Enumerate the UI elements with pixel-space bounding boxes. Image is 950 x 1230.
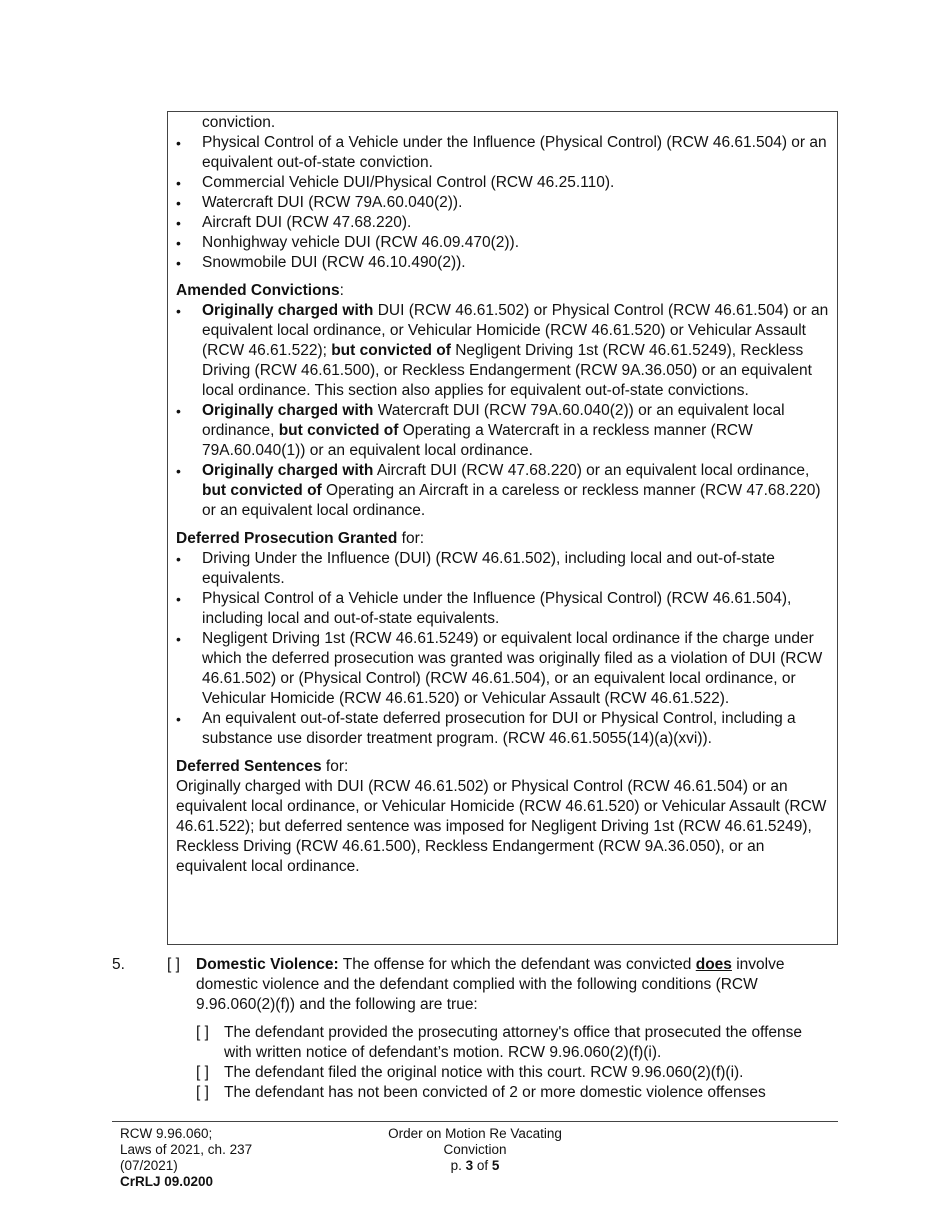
criteria-box <box>167 111 838 945</box>
list-item: • Watercraft DUI (RCW 79A.60.040(2)). <box>176 193 829 213</box>
deferred-prosecution-heading: Deferred Prosecution Granted for: <box>176 530 425 547</box>
domestic-violence-checkbox[interactable]: [ ] <box>167 956 180 973</box>
footer-left <box>120 1126 252 1190</box>
list-item: • Driving Under the Influence (DUI) (RCW 46.61.502), including local and out-of-state equivalents. <box>176 549 829 589</box>
list-item: • Snowmobile DUI (RCW 46.10.490(2)). <box>176 253 829 273</box>
condition-checkbox[interactable]: [ ] <box>196 1024 209 1041</box>
domestic-violence-conditions <box>196 1023 832 1103</box>
footer-title-line2: Conviction <box>443 1142 507 1157</box>
list-item: • Nonhighway vehicle DUI (RCW 46.09.470(2)). <box>176 233 829 253</box>
footer-form-code: CrRLJ 09.0200 <box>120 1174 214 1189</box>
condition-item: [ ] The defendant provided the prosecuting attorney's office that prosecuted the offense with written notice of defendant’s motion. RCW 9.96.060(2)(f)(i). <box>196 1024 803 1061</box>
deferred-sentences-heading: Deferred Sentences for: <box>176 758 349 775</box>
list-item: • Originally charged with Watercraft DUI (RCW 79A.60.040(2)) or an equivalent local ordinance, but convicted of Operating a Watercraft in a reckless manner (RCW 79A.60.040(1)) or an equivalent local ordinance. <box>176 401 829 461</box>
footer-center <box>375 1126 575 1174</box>
deferred-sentences-text: Originally charged with DUI (RCW 46.61.502) or Physical Control (RCW 46.61.504) or an equivalent local ordinance, or Vehicular Homicide (RCW 46.61.520) or Vehicular Assault (RCW 46.61.522); but deferred sentence was imposed for Negligent Driving 1st (RCW 46.61.5249), Reckless Driving (RCW 46.61.500), Reckless Endangerment (RCW 9A.36.050), or an equivalent local ordinance. <box>176 778 827 875</box>
page-number: p. 3 of 5 <box>450 1158 500 1173</box>
footer-title-line1: Order on Motion Re Vacating <box>388 1126 562 1141</box>
amended-heading: Amended Convictions: <box>176 282 344 299</box>
footer-divider <box>112 1121 838 1122</box>
condition-item: [ ] The defendant filed the original notice with this court. RCW 9.96.060(2)(f)(i). <box>196 1064 744 1081</box>
condition-checkbox[interactable]: [ ] <box>196 1064 209 1081</box>
list-item: • Originally charged with Aircraft DUI (RCW 47.68.220) or an equivalent local ordinance, but convicted of Operating an Aircraft in a careless or reckless manner (RCW 47.68.220) or an equivalent local ordinance. <box>176 461 829 521</box>
condition-item: [ ] The defendant has not been convicted of 2 or more domestic violence offenses <box>196 1084 766 1101</box>
item-domestic-violence <box>112 955 832 1103</box>
footer-date: (07/2021) <box>120 1158 178 1173</box>
footer-statute: RCW 9.96.060; <box>120 1126 213 1141</box>
continuation-text: conviction. <box>202 114 276 131</box>
deferred-prosecution-list <box>176 549 829 749</box>
dui-offense-list <box>176 133 829 273</box>
list-item: • Physical Control of a Vehicle under the Influence (Physical Control) (RCW 46.61.504) or an equivalent out-of-state conviction. <box>176 133 829 173</box>
list-item: • Physical Control of a Vehicle under the Influence (Physical Control) (RCW 46.61.504), including local and out-of-state equivalents. <box>176 589 829 629</box>
condition-checkbox[interactable]: [ ] <box>196 1084 209 1101</box>
amended-list <box>176 301 829 521</box>
footer-laws: Laws of 2021, ch. 237 <box>120 1142 253 1157</box>
list-item: • Negligent Driving 1st (RCW 46.61.5249) or equivalent local ordinance if the charge under which the deferred prosecution was granted was originally filed as a violation of DUI (RCW 46.61.502) or (Physical Control) (RCW 46.61.504), or an equivalent local ordinance, or Vehicular Homicide (RCW 46.61.520) or Vehicular Assault (RCW 46.61.522). <box>176 629 829 709</box>
list-item: • Commercial Vehicle DUI/Physical Control (RCW 46.25.110). <box>176 173 829 193</box>
list-item: • Aircraft DUI (RCW 47.68.220). <box>176 213 829 233</box>
item-number: 5. <box>112 956 125 973</box>
list-item: • An equivalent out-of-state deferred prosecution for DUI or Physical Control, including a substance use disorder treatment program. (RCW 46.61.5055(14)(a)(xvi)). <box>176 709 829 749</box>
domestic-violence-text: Domestic Violence: The offense for which the defendant was convicted does involve domestic violence and the defendant complied with the following conditions (RCW 9.96.060(2)(f)) and the following are true: <box>196 956 785 1013</box>
list-item: • Originally charged with DUI (RCW 46.61.502) or Physical Control (RCW 46.61.504) or an equivalent local ordinance, or Vehicular Homicide (RCW 46.61.520) or Vehicular Assault (RCW 46.61.522); but convicted of Negligent Driving 1st (RCW 46.61.5249), Reckless Driving (RCW 46.61.500), or Reckless Endangerment (RCW 9A.36.050) or an equivalent local ordinance. This section also applies for equivalent out-of-state convictions. <box>176 301 829 401</box>
